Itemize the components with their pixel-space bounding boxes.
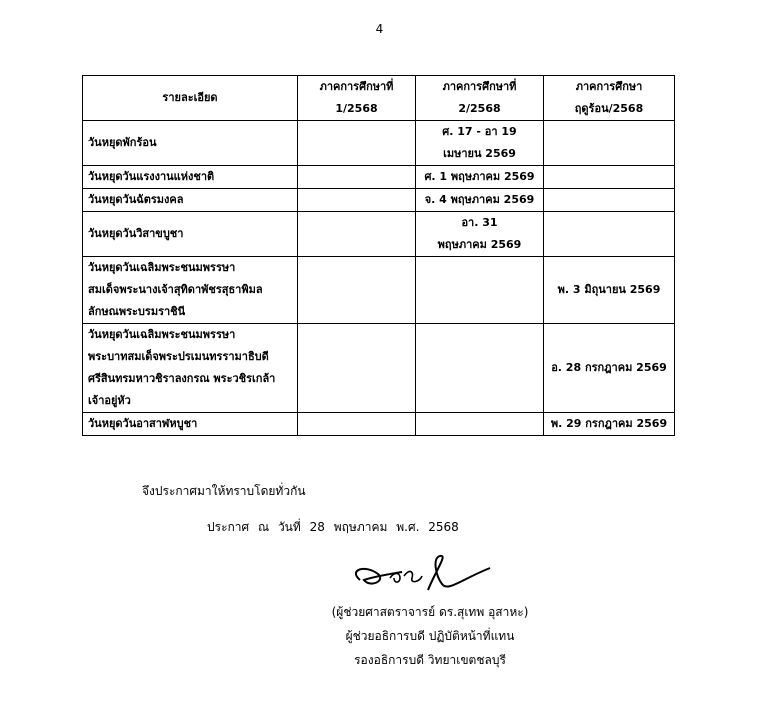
- signatory-name: (ผู้ช่วยศาสตราจารย์ ดร.สุเทพ อุสาหะ): [331, 605, 529, 619]
- cell-line: ลักษณพระบรมราชินี: [88, 305, 186, 318]
- cell-line: พ. 3 มิถุนายน 2569: [557, 283, 661, 296]
- header-detail: รายละเอียด: [83, 76, 298, 121]
- cell-semester-1: [298, 257, 416, 324]
- cell-summer: [544, 166, 675, 189]
- cell-summer: [544, 212, 675, 257]
- announcement-year: 2568: [428, 520, 459, 534]
- cell-detail: [83, 212, 298, 257]
- cell-line: วันหยุดวันอาสาฬหบูชา: [88, 417, 198, 430]
- cell-semester-2: [416, 324, 544, 413]
- cell-semester-2: [416, 257, 544, 324]
- announcement-day-label: วันที่: [277, 520, 301, 534]
- cell-line: วันหยุดวันแรงงานแห่งชาติ: [88, 170, 215, 183]
- announcement-era: พ.ศ.: [396, 520, 420, 534]
- cell-line: อา. 31: [461, 216, 498, 229]
- table-row: [83, 189, 675, 212]
- header-semester-1-line: 1/2568: [335, 102, 378, 115]
- cell-line: วันหยุดวันเฉลิมพระชนมพรรษา: [88, 261, 236, 274]
- cell-line: วันหยุดวันวิสาขบูชา: [88, 227, 184, 240]
- cell-detail: [83, 257, 298, 324]
- cell-semester-2: [416, 413, 544, 436]
- cell-line: วันหยุดพักร้อน: [88, 136, 157, 149]
- table-row: [83, 212, 675, 257]
- announcement-line: [207, 518, 459, 537]
- signatory-office: รองอธิการบดี วิทยาเขตชลบุรี: [354, 653, 506, 667]
- cell-semester-1: [298, 413, 416, 436]
- announcement-day: 28: [309, 520, 325, 534]
- handwritten-signature: [340, 550, 500, 600]
- header-summer-line: ฤดูร้อน/2568: [574, 102, 644, 115]
- signature-block: [290, 600, 570, 672]
- cell-line: พระบาทสมเด็จพระปรเมนทรรามาธิบดี: [88, 350, 269, 363]
- cell-summer: [544, 413, 675, 436]
- cell-semester-2: [416, 121, 544, 166]
- table-body: [83, 121, 675, 436]
- cell-line: พ. 29 กรกฎาคม 2569: [550, 417, 668, 430]
- table-row: [83, 413, 675, 436]
- cell-line: เจ้าอยู่หัว: [88, 394, 131, 407]
- cell-detail: [83, 189, 298, 212]
- table-row: [83, 121, 675, 166]
- header-semester-2: [416, 76, 544, 121]
- cell-semester-2: [416, 212, 544, 257]
- cell-line: สมเด็จพระนางเจ้าสุทิดาพัชรสุธาพิมล: [88, 283, 263, 296]
- table-row: [83, 166, 675, 189]
- cell-summer: [544, 121, 675, 166]
- header-semester-2-line: ภาคการศึกษาที่: [442, 80, 517, 93]
- cell-summer: [544, 257, 675, 324]
- page-number: 4: [375, 22, 384, 36]
- signatory-position: ผู้ช่วยอธิการบดี ปฏิบัติหน้าที่แทน: [345, 629, 515, 643]
- header-summer: [544, 76, 675, 121]
- header-semester-1: [298, 76, 416, 121]
- cell-line: เมษายน 2569: [443, 147, 516, 160]
- cell-semester-1: [298, 212, 416, 257]
- cell-detail: [83, 166, 298, 189]
- cell-summer: [544, 324, 675, 413]
- announcement-at: ณ: [257, 520, 270, 534]
- cell-detail: [83, 121, 298, 166]
- announcement-label: ประกาศ: [207, 520, 250, 534]
- cell-line: ศ. 17 - อา 19: [442, 125, 517, 138]
- cell-line: ศ. 1 พฤษภาคม 2569: [424, 170, 535, 183]
- header-semester-1-line: ภาคการศึกษาที่: [319, 80, 394, 93]
- cell-semester-1: [298, 121, 416, 166]
- cell-semester-2: [416, 189, 544, 212]
- cell-semester-1: [298, 166, 416, 189]
- header-summer-line: ภาคการศึกษา: [575, 80, 643, 93]
- announcement-month: พฤษภาคม: [333, 520, 388, 534]
- cell-detail: [83, 413, 298, 436]
- holiday-schedule-table: [82, 75, 675, 436]
- closing-text: จึงประกาศมาให้ทราบโดยทั่วกัน: [142, 484, 306, 498]
- table-row: [83, 324, 675, 413]
- table-header-row: [83, 76, 675, 121]
- header-semester-2-line: 2/2568: [458, 102, 501, 115]
- cell-line: จ. 4 พฤษภาคม 2569: [424, 193, 535, 206]
- cell-line: ศรีสินทรมหาวชิราลงกรณ พระวชิรเกล้า: [88, 372, 276, 385]
- cell-line: วันหยุดวันเฉลิมพระชนมพรรษา: [88, 328, 236, 341]
- cell-line: อ. 28 กรกฎาคม 2569: [551, 361, 667, 374]
- cell-line: วันหยุดวันฉัตรมงคล: [88, 193, 184, 206]
- table-row: [83, 257, 675, 324]
- cell-semester-1: [298, 189, 416, 212]
- cell-line: พฤษภาคม 2569: [437, 238, 522, 251]
- cell-semester-1: [298, 324, 416, 413]
- cell-semester-2: [416, 166, 544, 189]
- cell-summer: [544, 189, 675, 212]
- cell-detail: [83, 324, 298, 413]
